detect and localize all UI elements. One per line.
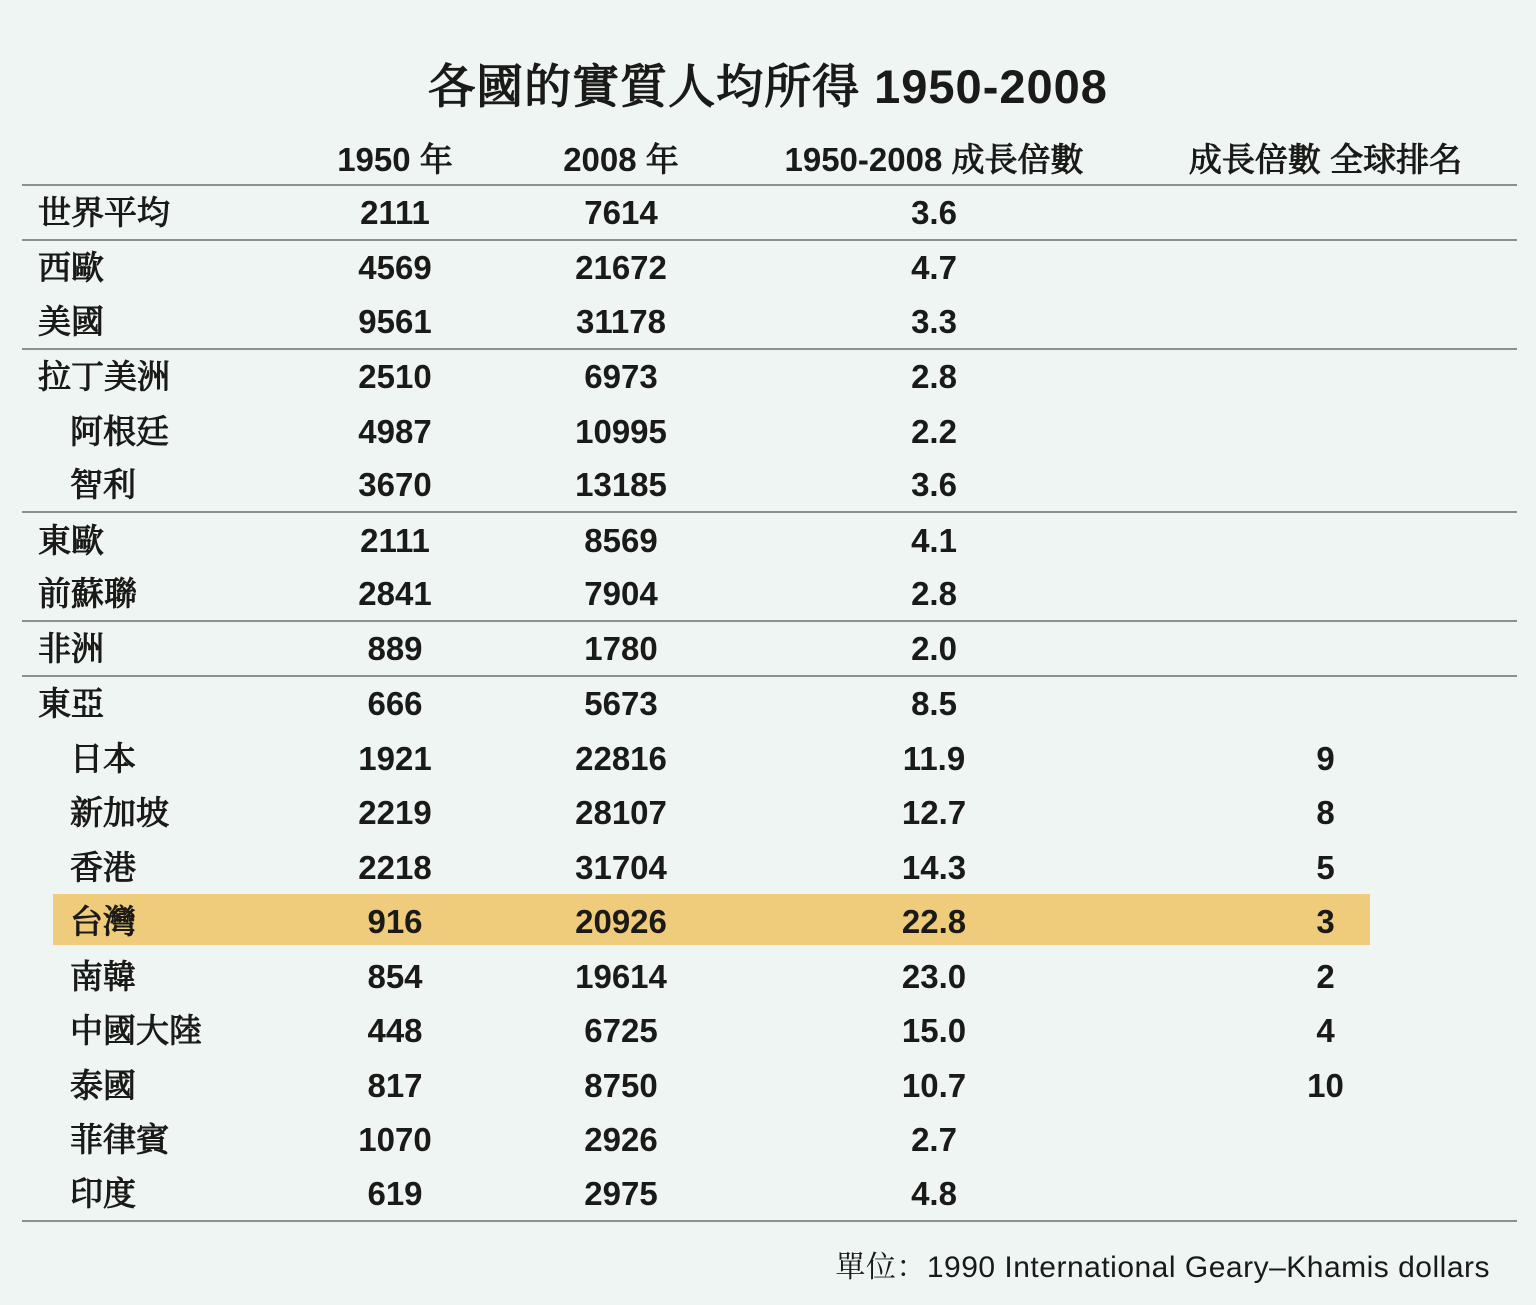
growth-multiple: 2.8 [911,358,957,396]
growth-multiple: 2.2 [911,412,957,450]
row-label: 前蘇聯 [38,575,137,613]
row-label: 非洲 [38,629,104,667]
table-row-highlighted [22,895,1517,950]
table-header-row [22,134,1517,186]
global-rank: 10 [1307,1066,1344,1104]
row-label: 新加坡 [70,794,169,832]
table-row [22,513,1517,568]
value-1950: 2841 [358,575,432,613]
row-label: 美國 [38,302,104,340]
value-1950: 2219 [358,794,432,832]
row-label: 香港 [70,848,136,886]
table-body [22,134,1517,1222]
value-2008: 21672 [575,249,667,287]
growth-multiple: 22.8 [901,903,967,941]
value-2008: 5673 [584,685,658,723]
growth-multiple: 2.0 [911,629,957,667]
income-table [22,134,1517,1222]
table-row [22,1004,1517,1059]
value-1950: 619 [367,1174,423,1212]
growth-multiple: 4.7 [911,249,957,287]
row-label: 東歐 [38,521,104,559]
col-header-rank: 成長倍數 全球排名 [1188,140,1463,178]
value-2008: 19614 [575,957,667,995]
growth-multiple: 11.9 [902,739,966,777]
value-1950: 817 [367,1066,423,1104]
global-rank: 9 [1316,739,1335,777]
row-label: 中國大陸 [70,1012,202,1050]
row-label: 菲律賓 [70,1121,169,1159]
value-2008: 6973 [584,358,658,396]
row-label: 拉丁美洲 [38,358,170,396]
table-row [22,731,1517,786]
col-header-growth: 1950-2008 成長倍數 [784,140,1084,178]
table-row [22,840,1517,895]
table-row [22,295,1517,350]
value-2008: 8750 [584,1066,658,1104]
table-row [22,350,1517,405]
table-rows [22,186,1517,1222]
global-rank: 2 [1316,957,1335,995]
value-2008: 6725 [584,1012,658,1050]
table-row [22,677,1517,732]
row-label: 智利 [70,466,136,504]
value-1950: 448 [367,1012,423,1050]
row-label: 日本 [70,739,136,777]
value-2008: 8569 [584,521,658,559]
value-2008: 28107 [575,794,667,832]
growth-multiple: 2.8 [911,575,957,613]
row-label: 東亞 [38,685,104,723]
row-label: 阿根廷 [70,412,169,450]
global-rank: 5 [1316,848,1335,886]
value-2008: 7904 [584,575,658,613]
row-label: 印度 [70,1174,136,1212]
growth-multiple: 2.7 [911,1121,957,1159]
table-row [22,1167,1517,1222]
row-label: 世界平均 [38,193,170,231]
growth-multiple: 10.7 [901,1066,967,1104]
value-2008: 10995 [575,412,667,450]
global-rank: 3 [1316,903,1335,941]
table-row [22,786,1517,841]
value-1950: 916 [367,903,423,941]
growth-multiple: 8.5 [911,685,957,723]
value-1950: 4569 [358,249,432,287]
table-row [22,1058,1517,1113]
table-row [22,404,1517,459]
page-title: 各國的實質人均所得 1950-2008 [428,60,1108,113]
growth-multiple: 14.3 [901,848,967,886]
table-row [22,459,1517,514]
value-1950: 9561 [358,302,432,340]
growth-multiple: 3.6 [911,193,957,231]
value-1950: 4987 [358,412,432,450]
value-1950: 2111 [360,521,430,559]
value-2008: 31178 [576,302,666,340]
row-label: 台灣 [70,903,136,941]
value-1950: 889 [367,629,423,667]
table-row [22,568,1517,623]
row-label: 西歐 [38,249,104,287]
growth-multiple: 15.0 [901,1012,967,1050]
table-row [22,186,1517,241]
table-row [22,241,1517,296]
table-row [22,1113,1517,1168]
value-1950: 1070 [358,1121,432,1159]
row-label: 泰國 [70,1066,136,1104]
global-rank: 4 [1316,1012,1335,1050]
growth-multiple: 4.1 [911,521,957,559]
table-row [22,949,1517,1004]
value-1950: 2218 [358,848,432,886]
value-2008: 31704 [575,848,667,886]
value-1950: 2111 [360,193,430,231]
value-1950: 1921 [358,739,432,777]
value-2008: 1780 [584,629,658,667]
value-1950: 854 [367,957,423,995]
growth-multiple: 4.8 [911,1174,957,1212]
global-rank: 8 [1316,794,1335,832]
col-header-1950: 1950 年 [337,140,453,178]
value-2008: 20926 [575,903,667,941]
growth-multiple: 3.6 [911,466,957,504]
value-2008: 2975 [584,1174,658,1212]
value-1950: 666 [367,685,423,723]
value-2008: 7614 [584,193,658,231]
value-2008: 13185 [575,466,667,504]
growth-multiple: 3.3 [911,302,957,340]
value-1950: 3670 [358,466,432,504]
table-row [22,622,1517,677]
value-1950: 2510 [358,358,432,396]
value-2008: 22816 [575,739,667,777]
growth-multiple: 23.0 [901,957,967,995]
col-header-2008: 2008 年 [563,140,679,178]
row-label: 南韓 [70,957,136,995]
value-2008: 2926 [584,1121,658,1159]
growth-multiple: 12.7 [901,794,967,832]
unit-note: 單位：1990 International Geary–Khamis dollars [835,1251,1490,1284]
